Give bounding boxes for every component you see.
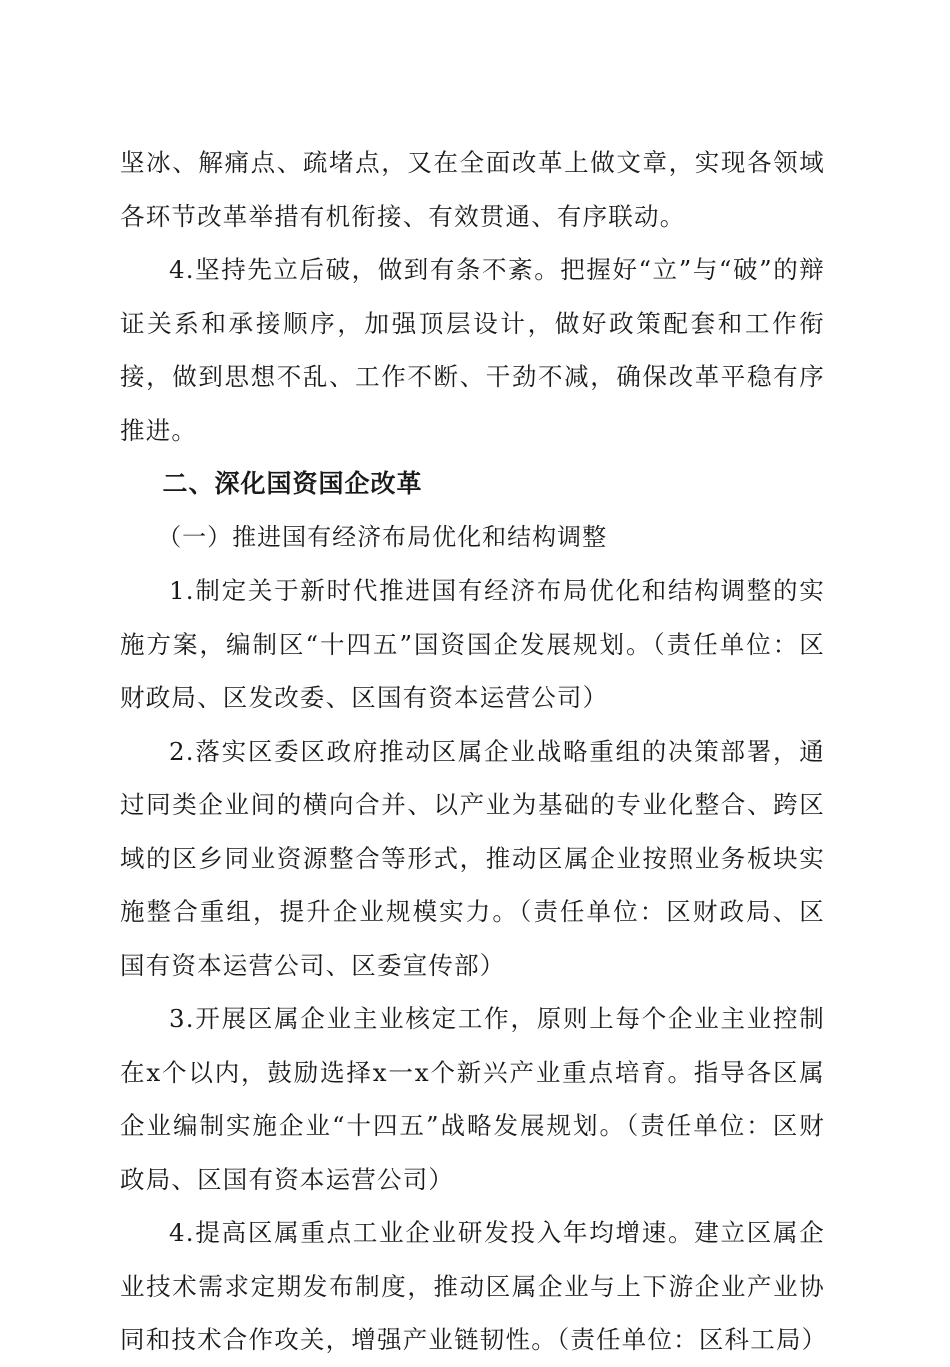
list-item-3: 3.开展区属企业主业核定工作，原则上每个企业主业控制在x个以内，鼓励选择x一x个新兴产业重点培育。指导各区属企业编制实施企业“十四五”战略发展规划。（责任单位：区财政局、区国有资本运营公司） — [120, 1004, 825, 1194]
section-heading: 二、深化国资国企改革 — [162, 469, 423, 498]
list-item-1: 1.制定关于新时代推进国有经济布局优化和结构调整的实施方案，编制区“十四五”国资国企发展规划。（责任单位：区财政局、区发改委、区国有资本运营公司） — [120, 576, 825, 712]
list-item-2: 2.落实区委区政府推动区属企业战略重组的决策部署，通过同类企业间的横向合并、以产业为基础的专业化整合、跨区域的区乡同业资源整合等形式，推动区属企业按照业务板块实施整合重组，提升企业规模实力。（责任单位：区财政局、区国有资本运营公司、区委宣传部） — [120, 736, 825, 980]
list-item-4: 4.提高区属重点工业企业研发投入年均增速。建立区属企业技术需求定期发布制度，推动区属企业与上下游企业产业协同和技术合作攻关，增强产业链韧性。（责任单位：区科工局） — [120, 1218, 828, 1354]
paragraph-principle-4: 4.坚持先立后破，做到有条不紊。把握好“立”与“破”的辩证关系和承接顺序，加强顶层设计，做好政策配套和工作衔接，做到思想不乱、工作不断、干劲不减，确保改革平稳有序推进。 — [120, 255, 825, 445]
paragraph-continuation: 坚冰、解痛点、疏堵点，又在全面改革上做文章，实现各领域各环节改革举措有机衔接、有效贯通、有序联动。 — [120, 148, 825, 231]
document-body — [120, 136, 828, 1367]
subsection-heading: （一）推进国有经济布局优化和结构调整 — [157, 522, 608, 551]
